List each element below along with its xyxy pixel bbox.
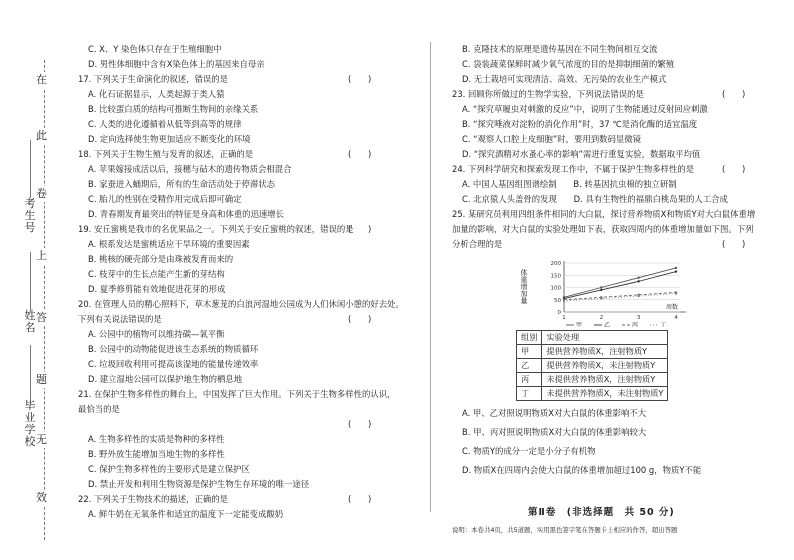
- option-line: D. 物质X在四周内会使大白鼠的体重增加超过100 g，物质Y不能: [462, 465, 702, 475]
- table-cell: 丙: [517, 373, 542, 387]
- chart-series-line: [564, 272, 676, 299]
- question-line: A. 鲜牛奶在无氧条件和适宜的温度下一定能变成酸奶: [88, 509, 284, 519]
- answer-bracket: ( ): [722, 239, 746, 249]
- answer-bracket: ( ): [348, 314, 372, 324]
- question-line: 25. 某研究员利用四组条件相同的大白鼠，探讨营养物质X和物质Y对大白鼠体重增: [452, 209, 756, 219]
- column-divider: [430, 42, 431, 512]
- option-line: A. 甲、乙对照说明物质X对大白鼠的体重影响不大: [462, 408, 647, 418]
- chart-legend-label: 丙: [632, 322, 639, 327]
- question-line: 19. 安丘蜜桃是我市的名优果品之一。下列关于安丘蜜桃的叙述，错误的是: [78, 224, 354, 234]
- section-title: 第Ⅱ卷 (非选择题 共 50 分): [528, 507, 675, 518]
- question-line: A. 苹果嫁接成活以后，接穗与砧木的遗传物质会相混合: [88, 164, 292, 174]
- question-line: 17. 下列关于生命演化的叙述，错误的是: [78, 74, 228, 84]
- question-line: D. 青春期发育最突出的特征是身高和体重的迅速增长: [88, 209, 285, 219]
- table-row: [517, 387, 668, 401]
- chart-data-point: [675, 270, 677, 272]
- chart-series-line: [564, 292, 676, 299]
- chart-data-point: [675, 292, 677, 294]
- question-line: B. 桃核的硬壳部分是由珠被发育而来的: [88, 254, 234, 264]
- question-line: C. 枝芽中的生长点能产生新的芽结构: [88, 269, 225, 279]
- weight-gain-chart: [516, 257, 694, 327]
- question-line: C. “观察人口腔上皮细胞”时，要用到数码显微镜: [462, 134, 641, 144]
- margin-char: 无: [36, 433, 47, 446]
- name-line: [30, 252, 31, 310]
- chart-y-tick-label: 100: [550, 285, 561, 292]
- question-line: B. 克隆技术的原理是遗传基因在不同生物间相互交流: [462, 44, 658, 54]
- name-label: 姓名: [24, 309, 36, 334]
- table-header-cell: 实验处理: [542, 331, 668, 345]
- question-line: B. “探究唾液对淀粉的消化作用”时，37 ℃是消化酶的适宜温度: [462, 119, 698, 129]
- question-line: B. 野外放生能增加当地生物的多样性: [88, 449, 225, 459]
- chart-legend-label: 丁: [660, 322, 667, 327]
- chart-legend-label: 甲: [576, 322, 583, 327]
- table-cell: 提供营养物质X，注射物质Y: [542, 345, 668, 359]
- chart-y-label: 体重增加量: [520, 269, 528, 304]
- exam-no-line: [30, 140, 31, 198]
- question-line: A. “探究草履虫对刺激的反应”中，说明了生物能通过反射回应刺激: [462, 104, 708, 114]
- margin-char: 答: [36, 311, 47, 324]
- margin-char: 在: [36, 73, 47, 86]
- question-line: 分析合理的是: [452, 239, 503, 249]
- table-row: [517, 359, 668, 373]
- chart-data-point: [637, 295, 639, 297]
- answer-bracket: ( ): [722, 89, 746, 99]
- question-line: A. 中国人基因组图谱绘制 B. 转基因抗虫棉的独立研制: [462, 179, 677, 189]
- option-line: C. 物质Y的成分一定是小分子有机物: [462, 446, 596, 456]
- footnote: 说明：本卷共4页，共5道题，实用黑色签字笔在答题卡上相应的作答，超出答题: [452, 526, 678, 534]
- chart-data-point: [600, 289, 602, 291]
- question-line: D. 无土栽培可实现清洁、高效、无污染的农业生产模式: [462, 74, 667, 84]
- question-line: B. 家蚕进入蛹期后，所有的生命活动处于停滞状态: [88, 179, 275, 189]
- margin-char: 题: [36, 373, 47, 386]
- table-cell: 乙: [517, 359, 542, 373]
- chart-data-point: [637, 277, 639, 279]
- answer-bracket: ( ): [348, 149, 372, 159]
- question-line: 22. 下列关于生物技术的描述，正确的是: [78, 494, 228, 504]
- question-line: C. 胎儿的性别在受精作用完成后即可确定: [88, 194, 242, 204]
- question-line: A. 公园中的植物可以维持碳—氧平衡: [88, 329, 225, 339]
- question-line: 23. 回顾你所做过的生物学实验，下列说法错误的是: [452, 89, 644, 99]
- table-header-row: [517, 331, 668, 345]
- option-line: B. 甲、丙对照说明物质X对大白鼠的体重影响较大: [462, 427, 647, 437]
- answer-bracket: ( ): [722, 164, 746, 174]
- answer-bracket: ( ): [348, 494, 372, 504]
- binding-margin: [0, 0, 64, 560]
- margin-char: 上: [36, 249, 47, 262]
- chart-x-tick-label: 2: [599, 315, 604, 321]
- table-cell: 未提供营养物质X，注射物质Y: [542, 373, 668, 387]
- question-line: A. 生物多样性的实质是物种的多样性: [88, 434, 225, 444]
- chart-legend-label: 乙: [604, 322, 611, 327]
- question-line: C. 袋装蔬菜保鲜时减少氧气浓度的目的是抑制细菌的繁殖: [462, 59, 675, 69]
- question-line: 下列有关说法错误的是: [78, 314, 162, 324]
- chart-data-point: [600, 297, 602, 299]
- chart-data-point: [600, 286, 602, 288]
- question-line: 21. 在保护生物多样性的舞台上，中国发挥了巨大作用。下列关于生物多样性的认识，: [78, 389, 396, 399]
- chart-series-line: [564, 268, 676, 297]
- question-line: B. 公园中的动物能促进该生态系统的物质循环: [88, 344, 259, 354]
- question-line: C. 保护生物多样性的主要形式是建立保护区: [88, 464, 250, 474]
- question-line: D. 建立湿地公园可以保护地生物的栖息地: [88, 374, 243, 384]
- chart-svg: [516, 257, 694, 327]
- question-line: C. X、Y 染色体只存在于生殖细胞中: [88, 44, 222, 54]
- table-row: [517, 373, 668, 387]
- chart-y-tick-label: 200: [550, 261, 561, 267]
- chart-y-tick-label: 0: [557, 310, 561, 316]
- chart-x-label: 周数: [666, 304, 679, 311]
- question-line: C. 垃圾回收利用可提高该湿地的能量传递效率: [88, 359, 259, 369]
- chart-x-tick-label: 3: [636, 315, 641, 321]
- school-line: [30, 345, 31, 400]
- question-line: 20. 在管理人员的精心照料下，草木葱茏的白浪河湿地公园成为人们休闲小憩的好去处。: [78, 299, 404, 309]
- margin-char: 此: [36, 129, 47, 142]
- question-line: 18. 下列关于生物生殖与发育的叙述，正确的是: [78, 149, 254, 159]
- chart-y-tick-label: 150: [550, 273, 561, 280]
- table-row: [517, 345, 668, 359]
- question-line: 24. 下列科学研究和探索发现工作中，不属于保护生物多样性的是: [452, 164, 695, 174]
- question-line: B. 比较蛋白质的结构可推断生物间的亲缘关系: [88, 104, 259, 114]
- question-line: A. 根系发达是蜜桃适应干旱环境的重要因素: [88, 239, 250, 249]
- question-line: D. 男性体细胞中含有X染色体上的基因来自母亲: [88, 59, 265, 69]
- question-line: D. 禁止开发和利用生物资源是保护生物生存环境的唯一途径: [88, 479, 310, 489]
- school-label: 毕业学校: [24, 399, 36, 448]
- chart-x-tick-label: 4: [674, 315, 678, 321]
- chart-data-point: [563, 300, 565, 302]
- chart-x-tick-label: 1: [562, 315, 566, 321]
- table-cell: 提供营养物质X，未注射物质Y: [542, 359, 668, 373]
- chart-data-point: [637, 280, 639, 282]
- answer-bracket: ( ): [348, 224, 372, 234]
- answer-bracket: ( ): [348, 419, 372, 429]
- question-line: A. 化石证据显示，人类起源于类人猿: [88, 89, 225, 99]
- table-cell: 甲: [517, 345, 542, 359]
- answer-bracket: ( ): [348, 74, 372, 84]
- question-line: D. 夏季修剪能有效地促进花芽的形成: [88, 284, 226, 294]
- table-cell: 丁: [517, 387, 542, 401]
- question-line: C. 北京猿人头盖骨的发现 D. 具有生物性的福鼎白桃岛果的人工合成: [462, 194, 728, 204]
- table-header-cell: 组别: [517, 331, 542, 345]
- margin-char: 卷: [36, 187, 47, 200]
- exam-no-label: 考生号: [24, 197, 36, 234]
- question-line: 最恰当的是: [78, 404, 120, 414]
- experiment-table: [516, 330, 668, 401]
- question-line: C. 人类的进化遵循着从低等到高等的规律: [88, 119, 242, 129]
- question-line: 加量的影响，对大白鼠的实验处理如下表，获取四周内的体重增加量如下图。下列: [452, 224, 754, 234]
- margin-char: 效: [36, 491, 47, 504]
- question-line: D. “探究酒精对水蚤心率的影响”需进行重复实验，数据取平均值: [462, 149, 701, 159]
- chart-y-tick-label: 50: [554, 297, 561, 304]
- question-line: D. 定向选择使生物更加适应不断变化的环境: [88, 134, 251, 144]
- chart-data-point: [675, 267, 677, 269]
- table-cell: 未提供营养物质X，未注射物质Y: [542, 387, 668, 401]
